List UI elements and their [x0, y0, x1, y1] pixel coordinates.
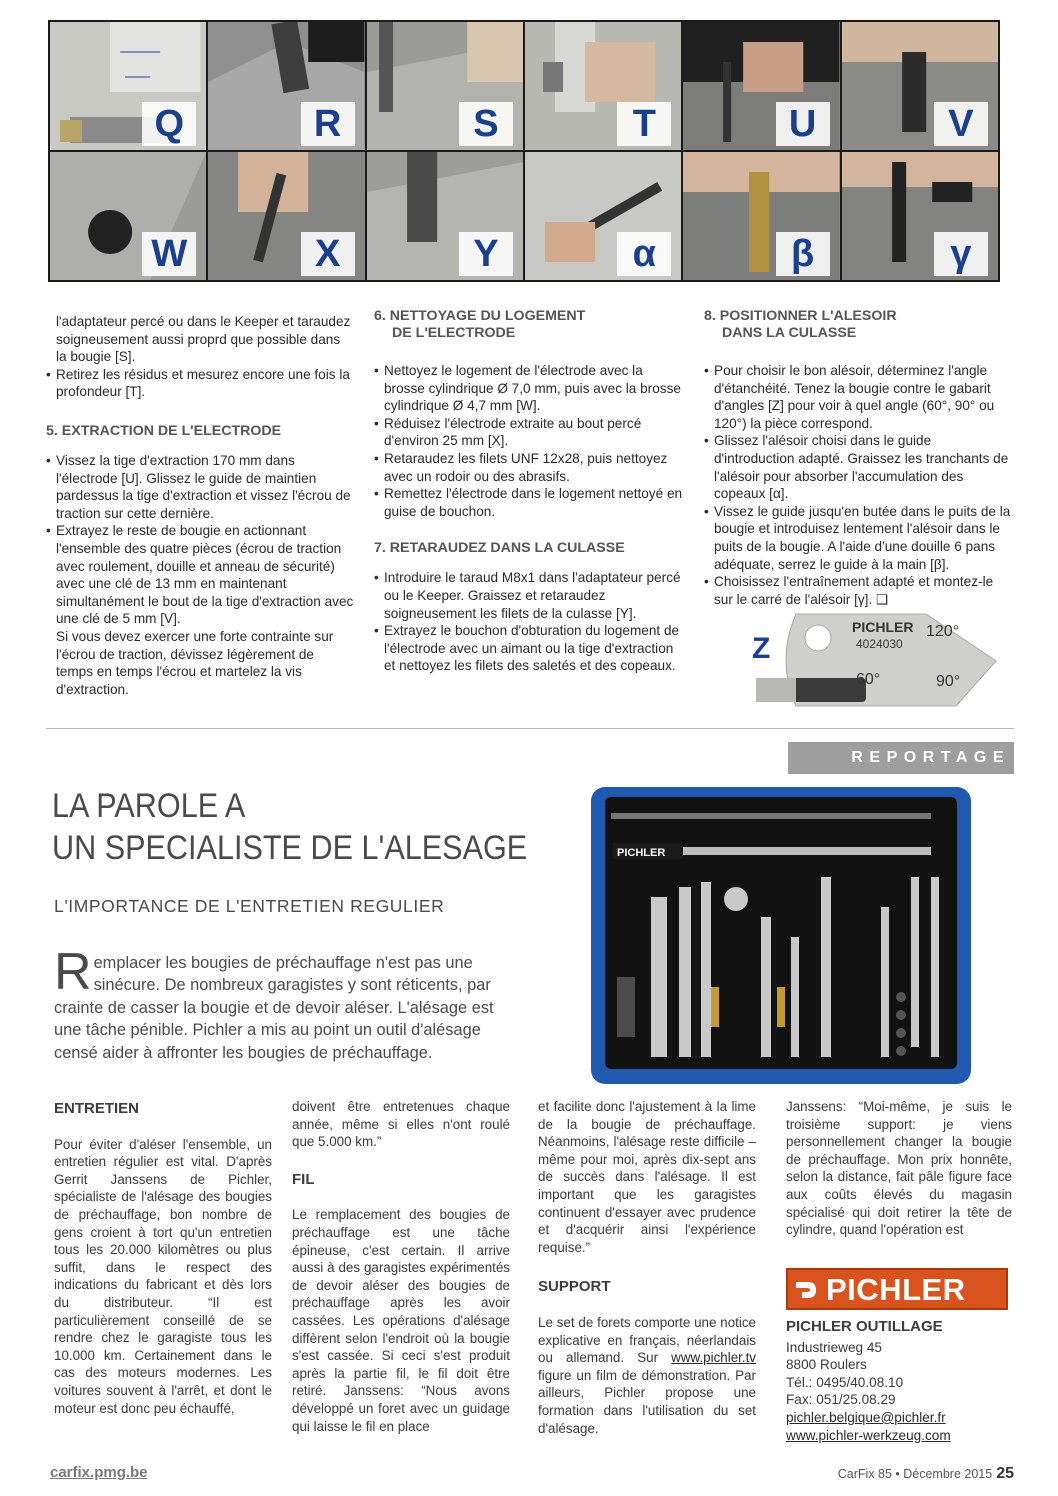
tile-letter: α — [617, 232, 671, 276]
email-link[interactable]: pichler.belgique@pichler.fr — [786, 1409, 946, 1425]
tile-letter: Q — [142, 102, 196, 146]
article-title — [52, 785, 527, 869]
article-paragraph: Le remplacement des bougies de préchauffage est une tâche épineuse, c'est certain. Il arrive aussi à des garagistes expérimentés de devoir aléser des bougies de préchauffage après les avoir cassées. Les opérations d'alésage diffèrent selon l'endroit où la bougie s'est cassée. Si ceci s'est produit après la partie fil, le fil doit être retiré. Janssens: “Nous avons développé un foret avec un guidage qui laisse le fil en place — [292, 1207, 510, 1434]
lead-paragraph — [54, 943, 524, 1064]
tile-letter: S — [459, 102, 513, 146]
article-paragraph: et facilite donc l'ajustement à la lime de la bougie de préchauffage. Néanmoins, l'alésage reste difficile – même pour moi, après dix-sept ans de succès dans l'alésage. Il est important que les garagistes continuent d'essayer avec prudence et d'acquérir ainsi l'expérience requise.” — [538, 1099, 756, 1255]
article-column-2 — [292, 1098, 510, 1435]
article-paragraph — [538, 1314, 756, 1437]
section-title: DE L'ELECTRODE — [392, 325, 516, 341]
photo-tile-gamma — [842, 152, 998, 280]
bullet-item: • Retirez les résidus et mesurez encore une fois la profondeur [T]. — [46, 366, 354, 401]
pichler-logo-text: PICHLER — [826, 1272, 966, 1307]
article-column-3 — [538, 1098, 756, 1437]
section-divider — [46, 728, 1014, 729]
title-line-1: LA PAROLE A — [52, 787, 246, 825]
gauge-label: Z — [752, 632, 771, 665]
photo-tile-v — [842, 22, 998, 150]
toolbox-brand: PICHLER — [617, 847, 666, 859]
support-text-1: Le set de forets comporte une notice explicative en français, néerlandais ou allemand. Sur — [538, 1314, 756, 1366]
support-text-2: figure un film de démonstration. Par ailleurs, Pichler propose une formation dans l'utilisation du set d'alésage. — [538, 1367, 756, 1436]
gauge-code: 4024030 — [856, 637, 903, 651]
photo-tile-beta — [683, 152, 839, 280]
bullet-item: • Introduire le taraud M8x1 dans l'adaptateur percé ou le Keeper. Graissez et retaraudez soigneusement les filets de la culasse [Y]. — [374, 569, 686, 622]
section-title: 7. RETARAUDEZ DANS LA CULASSE — [374, 540, 625, 557]
drop-cap: R — [54, 943, 92, 1001]
photo-tile-x — [208, 152, 364, 280]
photo-grid — [48, 20, 1000, 282]
section-title: 6. NETTOYAGE DU LOGEMENT — [374, 308, 586, 324]
pichler-logo-icon — [794, 1278, 820, 1302]
bullet-item: • Remettez l'électrode dans le logement nettoyé en guise de bouchon. — [374, 485, 686, 520]
pichler-tv-link[interactable]: www.pichler.tv — [671, 1350, 756, 1366]
tile-letter: W — [142, 232, 196, 276]
bullet-item: • Pour choisir le bon alésoir, déterminez l'angle d'étanchéité. Tenez la bougie contre le gabarit d'angles [Z] pour voir à quel angle (60°, 90° ou 120°) la pièce correspond. — [704, 362, 1014, 432]
photo-tile-alpha — [525, 152, 681, 280]
title-line-2: UN SPECIALISTE DE L'ALESAGE — [52, 829, 528, 867]
photo-tile-r — [208, 22, 364, 150]
photo-tile-s — [367, 22, 523, 150]
section-title: 5. EXTRACTION DE L'ELECTRODE — [46, 422, 282, 439]
bullet-item: • Extrayez le reste de bougie en actionnant l'ensemble des quatre pièces (écrou de traction avec roulement, douille et anneau de sécurité) avec une clé de 13 mm en maintenant simultanément le bout de la tige d'extraction avec une clé de 5 mm [V]. — [46, 522, 354, 628]
instructions-column-3 — [704, 308, 1014, 608]
phone: Tél.: 0495/40.08.10 — [786, 1374, 904, 1390]
pichler-logo — [786, 1268, 1008, 1310]
bullet-item: • Vissez la tige d'extraction 170 mm dans l'électrode [U]. Glissez le guide de maintien pardessus la tige d'extraction et vissez l'écrou de traction sur cette dernière. — [46, 452, 354, 522]
subheading-entretien: ENTRETIEN — [54, 1100, 140, 1117]
paragraph: l'adaptateur percé ou dans le Keeper et taraudez soigneusement aussi proprd que possible dans la bougie [S]. — [56, 314, 351, 365]
photo-tile-w — [50, 152, 206, 280]
tile-letter: T — [617, 102, 671, 146]
section-title: 8. POSITIONNER L'ALESOIR — [704, 308, 897, 324]
footer-issue — [838, 1465, 1014, 1483]
article-paragraph: doivent être entretenues chaque année, même si elles n'ont roulé que 5.000 km.” — [292, 1099, 510, 1150]
photo-tile-t — [525, 22, 681, 150]
bullet-item: • Glissez l'alésoir choisi dans le guide d'introduction adapté. Graissez les tranchants de l'alésoir pour absorber l'accumulation des copeaux [α]. — [704, 432, 1014, 502]
article-paragraph: Pour éviter d'aléser l'ensemble, un entretien régulier est vital. D'après Gerrit Janssens de Pichler, spécialiste de l'alésage des bougies de préchauffage, bon nombre de gens croient à tort qu'un entretien tous les 20.000 kilomètres ou plus suffit, dans le respect des indications du fabricant et dès lors du distributeur. “Il est particulièrement conseillé de se rendre chez le garagiste tous les 10.000 km. Certainement dans le cas des moteurs modernes. Les voitures souvent à l'arrêt, et dont le moteur est donc peu échauffé, — [54, 1136, 272, 1416]
issue-label: CarFix 85 • Décembre 2015 — [837, 1467, 993, 1481]
contact-block — [786, 1318, 1012, 1444]
address-street: Industrieweg 45 — [786, 1339, 882, 1355]
bullet-item: • Réduisez l'électrode extraite au bout percé d'environ 25 mm [X]. — [374, 415, 686, 450]
address-city: 8800 Roulers — [786, 1357, 867, 1373]
gauge-angle-90: 90° — [936, 673, 961, 690]
bullet-item: • Extrayez le bouchon d'obturation du logement de l'électrode avec un aimant ou la tige d'extraction et nettoyez les filets des saletés et des copeaux. — [374, 622, 686, 675]
tile-letter: U — [776, 102, 830, 146]
instructions-column-2 — [374, 308, 686, 675]
photo-tile-q — [50, 22, 206, 150]
tile-letter: V — [934, 102, 988, 146]
bullet-item: • Retaraudez les filets UNF 12x28, puis nettoyez avec un rodoir ou des abrasifs. — [374, 450, 686, 485]
reportage-banner: REPORTAGE — [788, 742, 1014, 774]
tile-letter: β — [776, 232, 830, 276]
tile-letter: X — [301, 232, 355, 276]
article-subtitle: L'IMPORTANCE DE L'ENTRETIEN REGULIER — [54, 896, 445, 916]
bullet-item: • Vissez le guide jusqu'en butée dans le puits de la bougie et introduisez lentement l'alésoir dans le puits de la bougie. A l'aide d'une douille 6 pans adéquate, serrez le guide à la main [β]. — [704, 503, 1014, 573]
tile-letter: R — [301, 102, 355, 146]
page-number: 25 — [996, 1465, 1014, 1482]
website-link[interactable]: www.pichler-werkzeug.com — [786, 1427, 951, 1443]
tile-letter: γ — [934, 232, 988, 276]
paragraph: Si vous devez exercer une forte contrainte sur l'écrou de traction, dévissez légèrement de temps en temps l'écrou et martelez la vis d'extraction. — [56, 628, 334, 697]
subheading-fil: FIL — [292, 1170, 315, 1188]
section-title: DANS LA CULASSE — [722, 325, 857, 341]
subheading-support: SUPPORT — [538, 1278, 611, 1296]
company-name: PICHLER OUTILLAGE — [786, 1318, 943, 1335]
bullet-item: • Choisissez l'entraînement adapté et montez-le sur le carré de l'alésoir [γ]. ❑ — [704, 573, 1014, 608]
gauge-angle-60: 60° — [856, 671, 881, 688]
article-column-4 — [786, 1098, 1012, 1239]
article-paragraph: Janssens: “Moi-même, je suis le troisième support: je viens personnellement changer la bougie de préchauffage. Mon prix honnête, selon la distance, fait pâle figure face aux coûts élevés du magasin spécialisé qui doit retirer la tête de cylindre, quand l'opération est — [786, 1099, 1012, 1238]
tile-letter: Y — [459, 232, 513, 276]
toolbox-image — [591, 787, 971, 1084]
bullet-item: • Nettoyez le logement de l'électrode avec la brosse cylindrique Ø 7,0 mm, puis avec la brosse cylindrique Ø 4,7 mm [W]. — [374, 362, 686, 415]
angle-gauge-image — [756, 606, 1006, 716]
footer-site-link[interactable]: carfix.pmg.be — [50, 1464, 148, 1481]
lead-text: emplacer les bougies de préchauffage n'est pas une sinécure. De nombreux garagistes y sont réticents, par crainte de casser la bougie et de devoir aléser. L'alésage est une tâche pénible. Pichler a mis au point un outil d'alésage censé aider à affronter les bougies de préchauffage. — [54, 954, 494, 1062]
gauge-brand: PICHLER — [852, 619, 914, 635]
instructions-column-1 — [46, 313, 354, 698]
article-column-1 — [54, 1098, 272, 1417]
photo-tile-y — [367, 152, 523, 280]
fax: Fax: 051/25.08.29 — [786, 1392, 896, 1408]
gauge-angle-120: 120° — [926, 623, 960, 640]
photo-tile-u — [683, 22, 839, 150]
